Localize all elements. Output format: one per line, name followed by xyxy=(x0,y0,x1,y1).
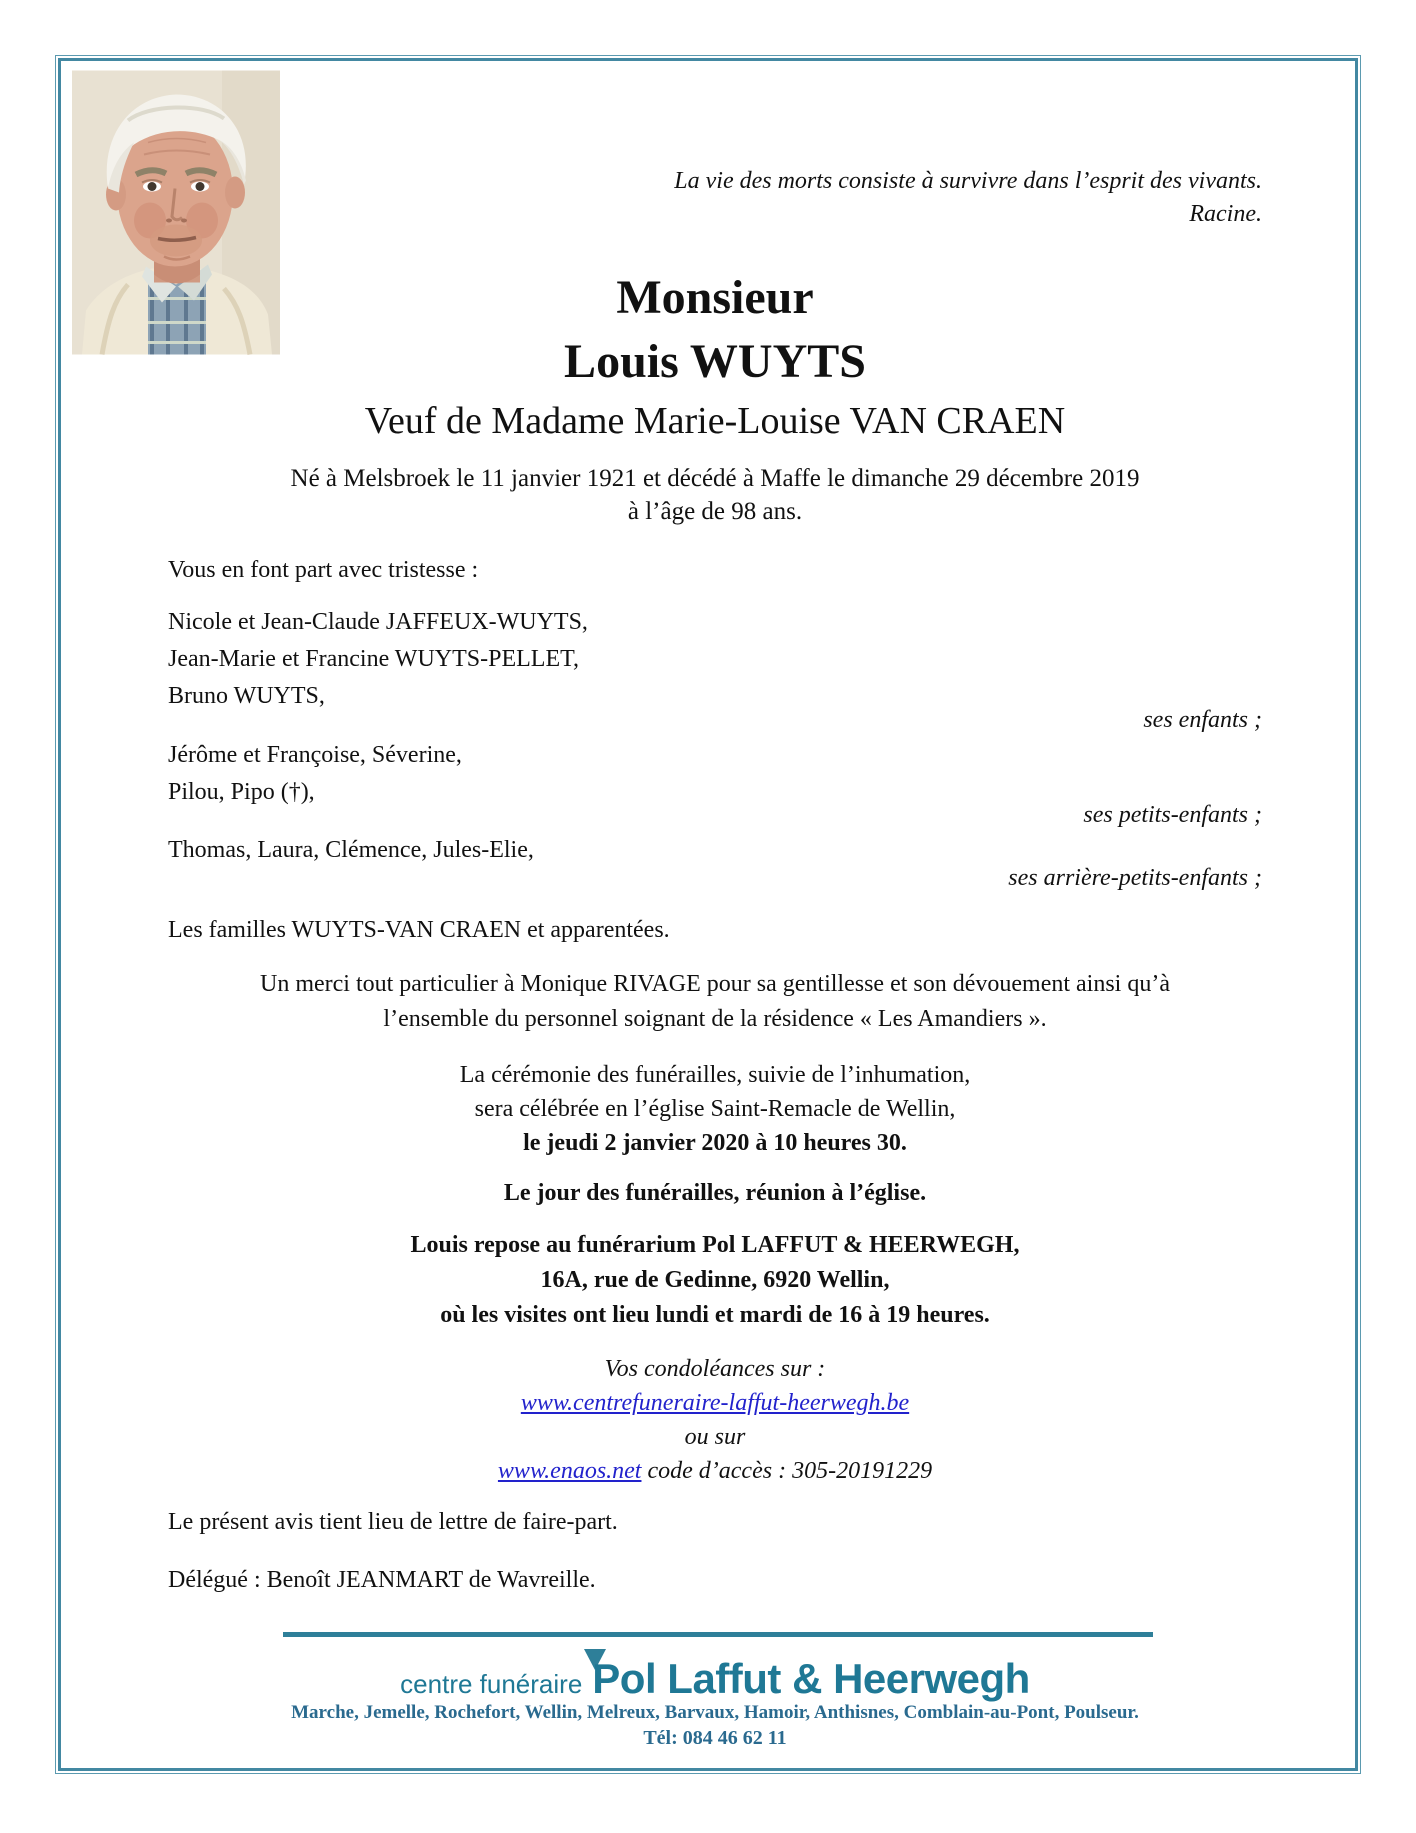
families-line: Les familles WUYTS-VAN CRAEN et apparentées. xyxy=(168,917,670,943)
deceased-title-block xyxy=(168,266,1262,394)
children-list xyxy=(168,604,1262,715)
repose-line2: 16A, rue de Gedinne, 6920 Wellin, xyxy=(540,1267,890,1293)
ceremony-date-line: le jeudi 2 janvier 2020 à 10 heures 30. xyxy=(523,1130,907,1156)
condolences-link1-line xyxy=(168,1386,1262,1420)
repose-line3: où les visites ont lieu lundi et mardi de 16 à 19 heures. xyxy=(440,1302,990,1328)
opening-quote xyxy=(168,165,1262,231)
grandchild-line: Jérôme et Françoise, Séverine, xyxy=(168,742,462,768)
great-grandchildren-label: ses arrière-petits-enfants ; xyxy=(1008,865,1262,891)
access-code-text: code d’accès : 305-20191229 xyxy=(641,1458,933,1484)
thanks-line1: Un merci tout particulier à Monique RIVAGE pour sa gentillesse et son dévouement ainsi qu’à xyxy=(259,971,1170,997)
child-line: Jean-Marie et Francine WUYTS-PELLET, xyxy=(168,646,579,672)
thanks-paragraph xyxy=(168,967,1262,1037)
great-grandchildren-line: Thomas, Laura, Clémence, Jules-Elie, xyxy=(168,837,534,863)
ceremony-line1: La cérémonie des funérailles, suivie de l’inhumation, xyxy=(459,1062,971,1088)
deceased-name: Louis WUYTS xyxy=(564,335,866,388)
child-line: Nicole et Jean-Claude JAFFEUX-WUYTS, xyxy=(168,609,588,635)
funeral-home-brand xyxy=(168,1655,1262,1703)
widower-line: Veuf de Madame Marie-Louise VAN CRAEN xyxy=(364,400,1066,442)
condolences-link-enaos[interactable]: www.enaos.net xyxy=(497,1458,642,1484)
grandchild-line: Pilou, Pipo (†), xyxy=(168,779,315,805)
delegate-line: Délégué : Benoît JEANMART de Wavreille. xyxy=(168,1567,596,1593)
footer-locations: Marche, Jemelle, Rochefort, Wellin, Melreux, Barvaux, Hamoir, Anthisnes, Comblain-au-Pont, Poulseur. xyxy=(291,1702,1139,1723)
condolences-or-line: ou sur xyxy=(684,1424,746,1450)
grandchildren-label: ses petits-enfants ; xyxy=(1083,802,1262,828)
birth-death-block xyxy=(168,462,1262,528)
footer-separator-line xyxy=(283,1632,1153,1637)
announcement-intro: Vous en font part avec tristesse : xyxy=(168,557,479,583)
deceased-civility: Monsieur xyxy=(616,271,814,324)
thanks-line2: l’ensemble du personnel soignant de la résidence « Les Amandiers ». xyxy=(383,1006,1047,1032)
condolences-link2-line xyxy=(168,1454,1262,1488)
condolences-link-centrefuneraire[interactable]: www.centrefuneraire-laffut-heerwegh.be xyxy=(520,1390,910,1416)
ceremony-paragraph xyxy=(168,1058,1262,1160)
condolences-block xyxy=(168,1352,1262,1488)
repose-paragraph xyxy=(168,1228,1262,1333)
child-line: Bruno WUYTS, xyxy=(168,683,325,709)
quote-text: La vie des morts consiste à survivre dans l’esprit des vivants. xyxy=(674,168,1262,194)
birth-death-line2: à l’âge de 98 ans. xyxy=(627,498,803,525)
brand-name: Pol Laffut & Heerwegh xyxy=(592,1655,1030,1702)
notice-line: Le présent avis tient lieu de lettre de faire-part. xyxy=(168,1509,618,1535)
condolences-intro: Vos condoléances sur : xyxy=(604,1356,826,1382)
brand-prefix: centre funéraire xyxy=(400,1669,583,1699)
birth-death-line1: Né à Melsbroek le 11 janvier 1921 et décédé à Maffe le dimanche 29 décembre 2019 xyxy=(290,465,1140,492)
children-label: ses enfants ; xyxy=(1143,707,1262,733)
ceremony-line2: sera célébrée en l’église Saint-Remacle de Wellin, xyxy=(474,1096,956,1122)
repose-line1: Louis repose au funérarium Pol LAFFUT & HEERWEGH, xyxy=(410,1232,1020,1258)
meeting-line: Le jour des funérailles, réunion à l’église. xyxy=(503,1180,927,1206)
quote-author: Racine. xyxy=(1189,201,1262,227)
footer-phone: Tél: 084 46 62 11 xyxy=(643,1727,787,1749)
